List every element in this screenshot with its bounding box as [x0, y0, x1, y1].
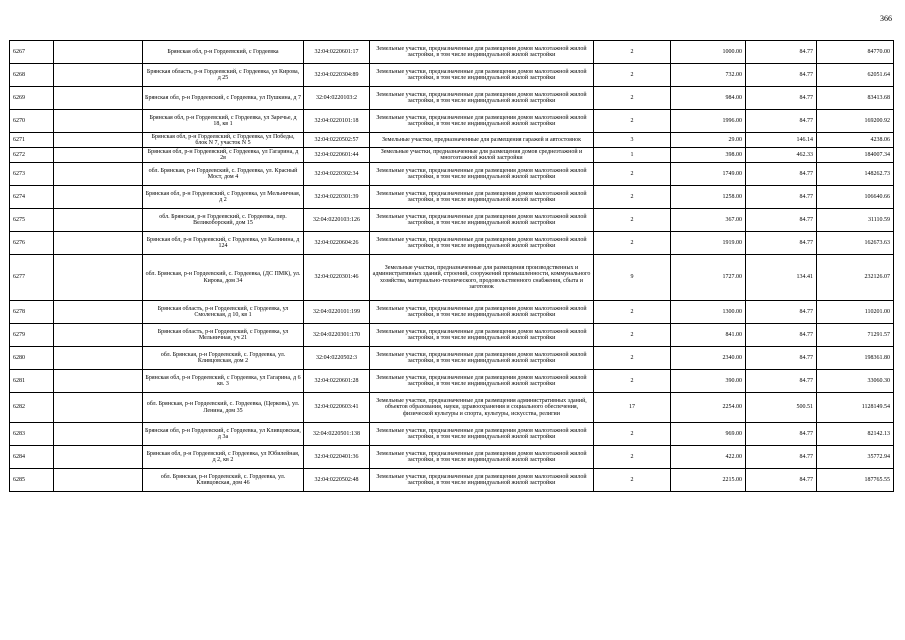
cell-address: обл. Брянская, р-н Гордеевский, с. Гордеевка, ул. Красный Мост, дом 4	[143, 163, 304, 186]
cell-cadastral-value: 84770.00	[817, 41, 894, 64]
table-row	[10, 41, 894, 64]
cell-cadastral-value: 184007.34	[817, 148, 894, 163]
cell-cadastral-value: 83413.68	[817, 87, 894, 110]
cell-empty	[54, 64, 143, 87]
cell-cadastral-value: 187765.55	[817, 469, 894, 492]
cell-area: 841.00	[671, 324, 746, 347]
cell-specific-value: 84.77	[746, 87, 817, 110]
cell-address: обл. Брянская, р-н Гордеевский, с. Гордеевка, (Церковь), ул. Ленина, дом 35	[143, 393, 304, 423]
cell-address: Брянская обл, р-н Гордеевский, с Гордеевка, ул Гагарина, д 6 кв. 3	[143, 370, 304, 393]
cell-land-use-purpose: Земельные участки, предназначенные для размещения домов малоэтажной жилой застройки, в том числе индивидуальной жилой застройки	[370, 209, 594, 232]
cell-specific-value: 84.77	[746, 186, 817, 209]
cell-group: 2	[594, 163, 671, 186]
cell-record-number: 6273	[10, 163, 54, 186]
cell-address: обл. Брянская, р-н Гордеевский, с. Гордеевка, ул. Кливцовская, дом 46	[143, 469, 304, 492]
cell-cadastral-value: 82142.13	[817, 423, 894, 446]
cell-land-use-purpose: Земельные участки, предназначенные для размещения домов малоэтажной жилой застройки, в том числе индивидуальной жилой застройки	[370, 301, 594, 324]
cell-empty	[54, 148, 143, 163]
cell-land-use-purpose: Земельные участки, предназначенные для размещения домов малоэтажной жилой застройки, в том числе индивидуальной жилой застройки	[370, 423, 594, 446]
cell-record-number: 6285	[10, 469, 54, 492]
cell-area: 1000.00	[671, 41, 746, 64]
cell-address: Брянская область, р-н Гордеевский, с Гордеевка, ул Кирова, д 25	[143, 64, 304, 87]
cell-specific-value: 84.77	[746, 469, 817, 492]
cell-empty	[54, 324, 143, 347]
cell-empty	[54, 87, 143, 110]
cell-land-use-purpose: Земельные участки, предназначенные для размещения домов малоэтажной жилой застройки, в том числе индивидуальной жилой застройки	[370, 186, 594, 209]
cell-record-number: 6283	[10, 423, 54, 446]
cell-area: 398.00	[671, 148, 746, 163]
cell-address: обл. Брянская, р-н Гордеевский, с. Гордеевка, ул. Кливцовская, дом 2	[143, 347, 304, 370]
table-row	[10, 446, 894, 469]
cell-cadastral-number: 32:04:0220604:26	[304, 232, 370, 255]
cell-cadastral-value: 232126.07	[817, 255, 894, 301]
cell-land-use-purpose: Земельные участки, предназначенные для размещения административных зданий, объектов образования, науки, здравоохранения и социального обеспечения, физической культуры и спорта, культуры, искусства, религии	[370, 393, 594, 423]
cell-record-number: 6267	[10, 41, 54, 64]
cell-land-use-purpose: Земельные участки, предназначенные для размещения домов малоэтажной жилой застройки, в том числе индивидуальной жилой застройки	[370, 87, 594, 110]
cell-area: 1258.00	[671, 186, 746, 209]
cell-area: 732.00	[671, 64, 746, 87]
cell-group: 2	[594, 370, 671, 393]
cell-group: 2	[594, 324, 671, 347]
cell-empty	[54, 163, 143, 186]
cell-empty	[54, 301, 143, 324]
cell-record-number: 6270	[10, 110, 54, 133]
cell-land-use-purpose: Земельные участки, предназначенные для размещения домов малоэтажной жилой застройки, в том числе индивидуальной жилой застройки	[370, 110, 594, 133]
cell-cadastral-value: 62051.64	[817, 64, 894, 87]
cell-record-number: 6284	[10, 446, 54, 469]
cell-record-number: 6271	[10, 133, 54, 148]
table-row	[10, 110, 894, 133]
cell-cadastral-number: 32:04:0220101:18	[304, 110, 370, 133]
cell-address: Брянская обл, р-н Гордеевский, с Гордеевка, ул Калинина, д 124	[143, 232, 304, 255]
cell-area: 1919.00	[671, 232, 746, 255]
cell-land-use-purpose: Земельные участки, предназначенные для размещения домов малоэтажной жилой застройки, в том числе индивидуальной жилой застройки	[370, 324, 594, 347]
cell-cadastral-number: 32:04:0220601:28	[304, 370, 370, 393]
cell-area: 2215.00	[671, 469, 746, 492]
cell-specific-value: 84.77	[746, 163, 817, 186]
cell-address: Брянская область, р-н Гордеевский, с Гордеевка, ул Смоленская, д 10, кв 1	[143, 301, 304, 324]
cell-specific-value: 84.77	[746, 446, 817, 469]
table-row	[10, 232, 894, 255]
cell-cadastral-value: 110201.00	[817, 301, 894, 324]
page-number: 366	[880, 14, 892, 23]
cell-cadastral-value: 162673.63	[817, 232, 894, 255]
cell-record-number: 6281	[10, 370, 54, 393]
cell-record-number: 6272	[10, 148, 54, 163]
cell-cadastral-number: 32:04:0220103:126	[304, 209, 370, 232]
cell-land-use-purpose: Земельные участки, предназначенные для размещения домов малоэтажной жилой застройки, в том числе индивидуальной жилой застройки	[370, 163, 594, 186]
cell-specific-value: 500.51	[746, 393, 817, 423]
cell-group: 2	[594, 64, 671, 87]
cell-record-number: 6279	[10, 324, 54, 347]
cell-specific-value: 84.77	[746, 324, 817, 347]
table-row	[10, 163, 894, 186]
cell-record-number: 6278	[10, 301, 54, 324]
cell-group: 2	[594, 186, 671, 209]
cell-cadastral-value: 4238.06	[817, 133, 894, 148]
cell-record-number: 6268	[10, 64, 54, 87]
table-row	[10, 255, 894, 301]
cell-address: обл. Брянская, р-н Гордеевский, с. Гордеевка, пер. Великоборский, дом 15	[143, 209, 304, 232]
cell-area: 984.00	[671, 87, 746, 110]
cell-cadastral-number: 32:04:0220502:48	[304, 469, 370, 492]
cell-empty	[54, 370, 143, 393]
cell-cadastral-value: 1128149.54	[817, 393, 894, 423]
cell-empty	[54, 255, 143, 301]
table-row	[10, 347, 894, 370]
cell-cadastral-value: 148262.73	[817, 163, 894, 186]
cell-cadastral-number: 32:04:0220603:41	[304, 393, 370, 423]
cell-area: 1996.00	[671, 110, 746, 133]
cell-address: Брянская обл, р-н Гордеевский, с Гордеевка, ул Победы, блок N 7, участок N 5	[143, 133, 304, 148]
cell-cadastral-value: 169200.92	[817, 110, 894, 133]
table-body	[10, 41, 894, 492]
cell-empty	[54, 232, 143, 255]
cell-empty	[54, 110, 143, 133]
cell-group: 2	[594, 423, 671, 446]
cell-empty	[54, 133, 143, 148]
cell-record-number: 6276	[10, 232, 54, 255]
cell-group: 2	[594, 41, 671, 64]
table-row	[10, 87, 894, 110]
cell-specific-value: 84.77	[746, 347, 817, 370]
cell-empty	[54, 209, 143, 232]
cell-specific-value: 134.41	[746, 255, 817, 301]
cell-address: Брянская обл, р-н Гордеевский, с Гордеевка, ул Мельничная, д 2	[143, 186, 304, 209]
cell-area: 2340.00	[671, 347, 746, 370]
cell-specific-value: 84.77	[746, 110, 817, 133]
table-row	[10, 209, 894, 232]
cell-area: 969.00	[671, 423, 746, 446]
cell-specific-value: 84.77	[746, 41, 817, 64]
cell-land-use-purpose: Земельные участки, предназначенные для размещения домов малоэтажной жилой застройки, в том числе индивидуальной жилой застройки	[370, 347, 594, 370]
cell-area: 1727.00	[671, 255, 746, 301]
cell-specific-value: 84.77	[746, 301, 817, 324]
cell-area: 1300.00	[671, 301, 746, 324]
table-row	[10, 370, 894, 393]
cell-land-use-purpose: Земельные участки, предназначенные для размещения домов малоэтажной жилой застройки, в том числе индивидуальной жилой застройки	[370, 446, 594, 469]
cell-cadastral-value: 35772.94	[817, 446, 894, 469]
cell-group: 2	[594, 469, 671, 492]
table-row	[10, 133, 894, 148]
cell-cadastral-number: 32:04:0220103:2	[304, 87, 370, 110]
cell-address: Брянская область, р-н Гордеевский, с Гордеевка, ул Мельничная, уч 21	[143, 324, 304, 347]
table-row	[10, 423, 894, 446]
cell-cadastral-number: 32:04:0220401:36	[304, 446, 370, 469]
cell-group: 2	[594, 347, 671, 370]
table-row	[10, 469, 894, 492]
cell-cadastral-value: 106640.66	[817, 186, 894, 209]
cell-area: 422.00	[671, 446, 746, 469]
cell-group: 17	[594, 393, 671, 423]
cell-cadastral-number: 32:04:0220301:170	[304, 324, 370, 347]
cell-group: 3	[594, 133, 671, 148]
cell-cadastral-number: 32:04:0220304:89	[304, 64, 370, 87]
cell-land-use-purpose: Земельные участки, предназначенные для размещения домов среднеэтажной и многоэтажной жилой застройки	[370, 148, 594, 163]
cell-address: Брянская обл, р-н Гордеевский, с Гордеевка, ул Гагарина, д 2в	[143, 148, 304, 163]
cell-land-use-purpose: Земельные участки, предназначенные для размещения гаражей и автостоянок	[370, 133, 594, 148]
cell-address: Брянская обл, р-н Гордеевский, с Гордеевка, ул Пушкина, д 7	[143, 87, 304, 110]
cell-cadastral-number: 32:04:0220301:46	[304, 255, 370, 301]
table-row	[10, 64, 894, 87]
cell-empty	[54, 41, 143, 64]
cell-empty	[54, 423, 143, 446]
cell-cadastral-number: 32:04:0220601:17	[304, 41, 370, 64]
cell-record-number: 6275	[10, 209, 54, 232]
cell-area: 29.00	[671, 133, 746, 148]
cell-cadastral-number: 32:04:0220101:199	[304, 301, 370, 324]
cell-cadastral-value: 198361.80	[817, 347, 894, 370]
cell-cadastral-number: 32:04:0220601:44	[304, 148, 370, 163]
cell-land-use-purpose: Земельные участки, предназначенные для размещения домов малоэтажной жилой застройки, в том числе индивидуальной жилой застройки	[370, 370, 594, 393]
cell-group: 2	[594, 446, 671, 469]
cell-group: 2	[594, 301, 671, 324]
cell-empty	[54, 469, 143, 492]
cell-address: Брянская обл, р-н Гордеевский, с Гордеевка, ул Заречье, д 18, кв 1	[143, 110, 304, 133]
cell-group: 2	[594, 232, 671, 255]
cell-area: 2254.00	[671, 393, 746, 423]
cell-address: Брянская обл, р-н Гордеевский, с Гордеевка	[143, 41, 304, 64]
cell-land-use-purpose: Земельные участки, предназначенные для размещения домов малоэтажной жилой застройки, в том числе индивидуальной жилой застройки	[370, 64, 594, 87]
cell-empty	[54, 393, 143, 423]
table-row	[10, 393, 894, 423]
cell-area: 390.00	[671, 370, 746, 393]
cell-cadastral-number: 32:04:0220301:39	[304, 186, 370, 209]
cell-cadastral-number: 32:04:0220502:3	[304, 347, 370, 370]
cell-specific-value: 84.77	[746, 64, 817, 87]
cell-land-use-purpose: Земельные участки, предназначенные для размещения домов малоэтажной жилой застройки, в том числе индивидуальной жилой застройки	[370, 232, 594, 255]
cell-land-use-purpose: Земельные участки, предназначенные для размещения производственных и административных зданий, строений, сооружений промышленности, коммунального хозяйства, материально-технического, продовольственного снабжения, сбыта и заготовок	[370, 255, 594, 301]
cell-cadastral-value: 33060.30	[817, 370, 894, 393]
cell-group: 1	[594, 148, 671, 163]
cell-record-number: 6280	[10, 347, 54, 370]
cell-specific-value: 84.77	[746, 423, 817, 446]
cell-specific-value: 84.77	[746, 370, 817, 393]
cell-group: 2	[594, 209, 671, 232]
cell-land-use-purpose: Земельные участки, предназначенные для размещения домов малоэтажной жилой застройки, в том числе индивидуальной жилой застройки	[370, 41, 594, 64]
cell-record-number: 6277	[10, 255, 54, 301]
cell-area: 1749.00	[671, 163, 746, 186]
cell-empty	[54, 446, 143, 469]
cell-empty	[54, 186, 143, 209]
table-row	[10, 148, 894, 163]
cell-specific-value: 462.33	[746, 148, 817, 163]
cell-area: 367.00	[671, 209, 746, 232]
cell-group: 2	[594, 87, 671, 110]
cell-address: Брянская обл, р-н Гордеевский, с Гордеевка, ул Кливцовская, д 3а	[143, 423, 304, 446]
cell-record-number: 6269	[10, 87, 54, 110]
table-row	[10, 324, 894, 347]
cell-specific-value: 146.14	[746, 133, 817, 148]
cell-empty	[54, 347, 143, 370]
cell-land-use-purpose: Земельные участки, предназначенные для размещения домов малоэтажной жилой застройки, в том числе индивидуальной жилой застройки	[370, 469, 594, 492]
cell-cadastral-number: 32:04:0220302:34	[304, 163, 370, 186]
cell-cadastral-number: 32:04:0220502:57	[304, 133, 370, 148]
cell-address: Брянская обл, р-н Гордеевский, с Гордеевка, ул Юбилейная, д 2, кв 2	[143, 446, 304, 469]
cell-address: обл. Брянская, р-н Гордеевский, с. Гордеевка, (ДС ПМК), ул. Кирова, дом 34	[143, 255, 304, 301]
cell-specific-value: 84.77	[746, 232, 817, 255]
cell-group: 2	[594, 110, 671, 133]
cell-cadastral-number: 32:04:0220501:138	[304, 423, 370, 446]
cadastral-value-table	[9, 40, 894, 492]
cell-specific-value: 84.77	[746, 209, 817, 232]
cell-cadastral-value: 71291.57	[817, 324, 894, 347]
table-row	[10, 301, 894, 324]
cell-record-number: 6274	[10, 186, 54, 209]
cell-group: 9	[594, 255, 671, 301]
cell-cadastral-value: 31110.59	[817, 209, 894, 232]
table-row	[10, 186, 894, 209]
cell-record-number: 6282	[10, 393, 54, 423]
